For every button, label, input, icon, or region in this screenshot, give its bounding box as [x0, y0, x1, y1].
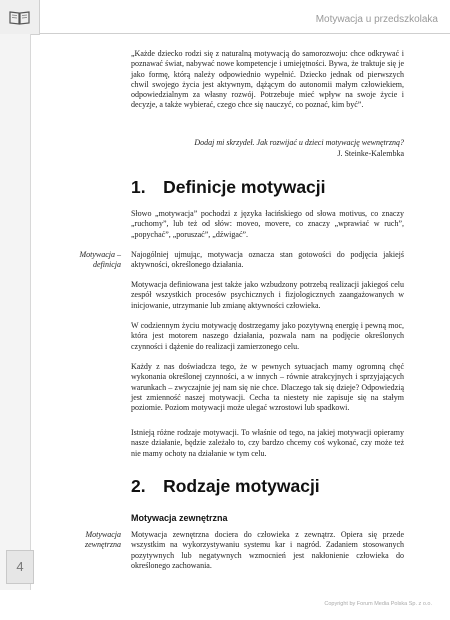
- section-2-paragraph-1: Motywacja zewnętrzna dociera do człowieka z zewnątrz. Opiera się przede wszystkim na wykorzystywaniu systemu kar i nagród. Zadaniem stosowanych pozytywnych lub negatywnych wzmocnień jest nakłonienie człowieka do określonego zachowania.: [131, 530, 404, 570]
- section-2-heading: 2. Rodzaje motywacji: [131, 476, 320, 496]
- quote-author: J. Steinke-Kalembka: [337, 149, 404, 158]
- page-header: [0, 0, 450, 34]
- book-icon: [9, 10, 30, 25]
- margin-note-definition: Motywacja – definicja: [79, 250, 121, 269]
- section-1-heading: 1. Definicje motywacji: [131, 177, 326, 197]
- page-number: 4: [6, 550, 34, 584]
- section-1-paragraph-2: Najogólniej ujmując, motywacja oznacza stan gotowości do podjęcia jakiejś aktywności, określonego działania.: [131, 250, 404, 270]
- quote-source-title: Dodaj mi skrzydeł. Jak rozwijać u dzieci motywację wewnętrzną?: [194, 138, 404, 147]
- margin-note-external: Motywacja zewnętrzna: [85, 530, 121, 549]
- book-icon-box: [0, 0, 40, 35]
- side-margin-strip: [0, 34, 31, 590]
- copyright-footer: Copyright by Forum Media Polska Sp. z o.o.: [324, 601, 432, 607]
- section-1-paragraph-3: Motywacja definiowana jest także jako wzbudzony potrzebą realizacji jakiegoś celu zespół wszystkich procesów psychicznych i fizjologicznych zaangażowanych w inicjowanie, utrzymanie lub zmianę aktywności człowieka.: [131, 280, 404, 310]
- section-1-paragraph-4: W codziennym życiu motywację dostrzegamy jako pozytywną energię i pewną moc, która jest motorem naszego działania, pozwala nam na podjęcie określonych czynności i dążenie do realizacji zamierzonego celu.: [131, 321, 404, 351]
- running-header-title: Motywacja u przedszkolaka: [315, 14, 438, 25]
- section-1-paragraph-5: Każdy z nas doświadcza tego, że w pewnych sytuacjach mamy ogromną chęć wykonania określonej czynności, a w innych – równie atrakcyjnych i sprzyjających warunkach – zwyczajnie jej nam się nie chce. Dlaczego tak się dzieje? Odpowiedzią jest zmienność naszej motywacji. Cecha ta niestety nie zapisuje się na stałym poziomie. Poziom motywacji może ulegać wzrostowi lub spadkowi.: [131, 362, 404, 413]
- opening-quote: „Każde dziecko rodzi się z naturalną motywacją do samorozwoju: chce odkrywać i poznawać świat, nabywać nowe kompetencje i umiejętności. Bywa, że traktuje się je jako formę, którą należy odpowiednio wypełnić. Dziecko jednak od pierwszych chwil swojego życia jest aktywnym, dążącym do autonomii małym człowiekiem, odpowiedzialnym za własny rozwój. Potrzebuje mieć wpływ na swoje życie i decyzje, a także wybierać, czego chce się nauczyć, co poznać, kim być”.: [131, 49, 404, 110]
- section-1-paragraph-1: Słowo „motywacja” pochodzi z języka łacińskiego od słowa motivus, co znaczy „ruchomy”, lub też od słów: moveo, movere, co znaczy „wprawiać w ruch”, „popychać”, „poruszać”, „dźwigać”.: [131, 209, 404, 239]
- section-2-subheading: Motywacja zewnętrzna: [131, 513, 228, 523]
- header-rule: [39, 33, 450, 34]
- section-1-paragraph-6: Istnieją różne rodzaje motywacji. To właśnie od tego, na jakiej motywacji opieramy nasze działanie, będzie zależało to, czy bardzo chcemy coś wykonać, czy może też nie mamy ochoty na działanie w tym celu.: [131, 428, 404, 458]
